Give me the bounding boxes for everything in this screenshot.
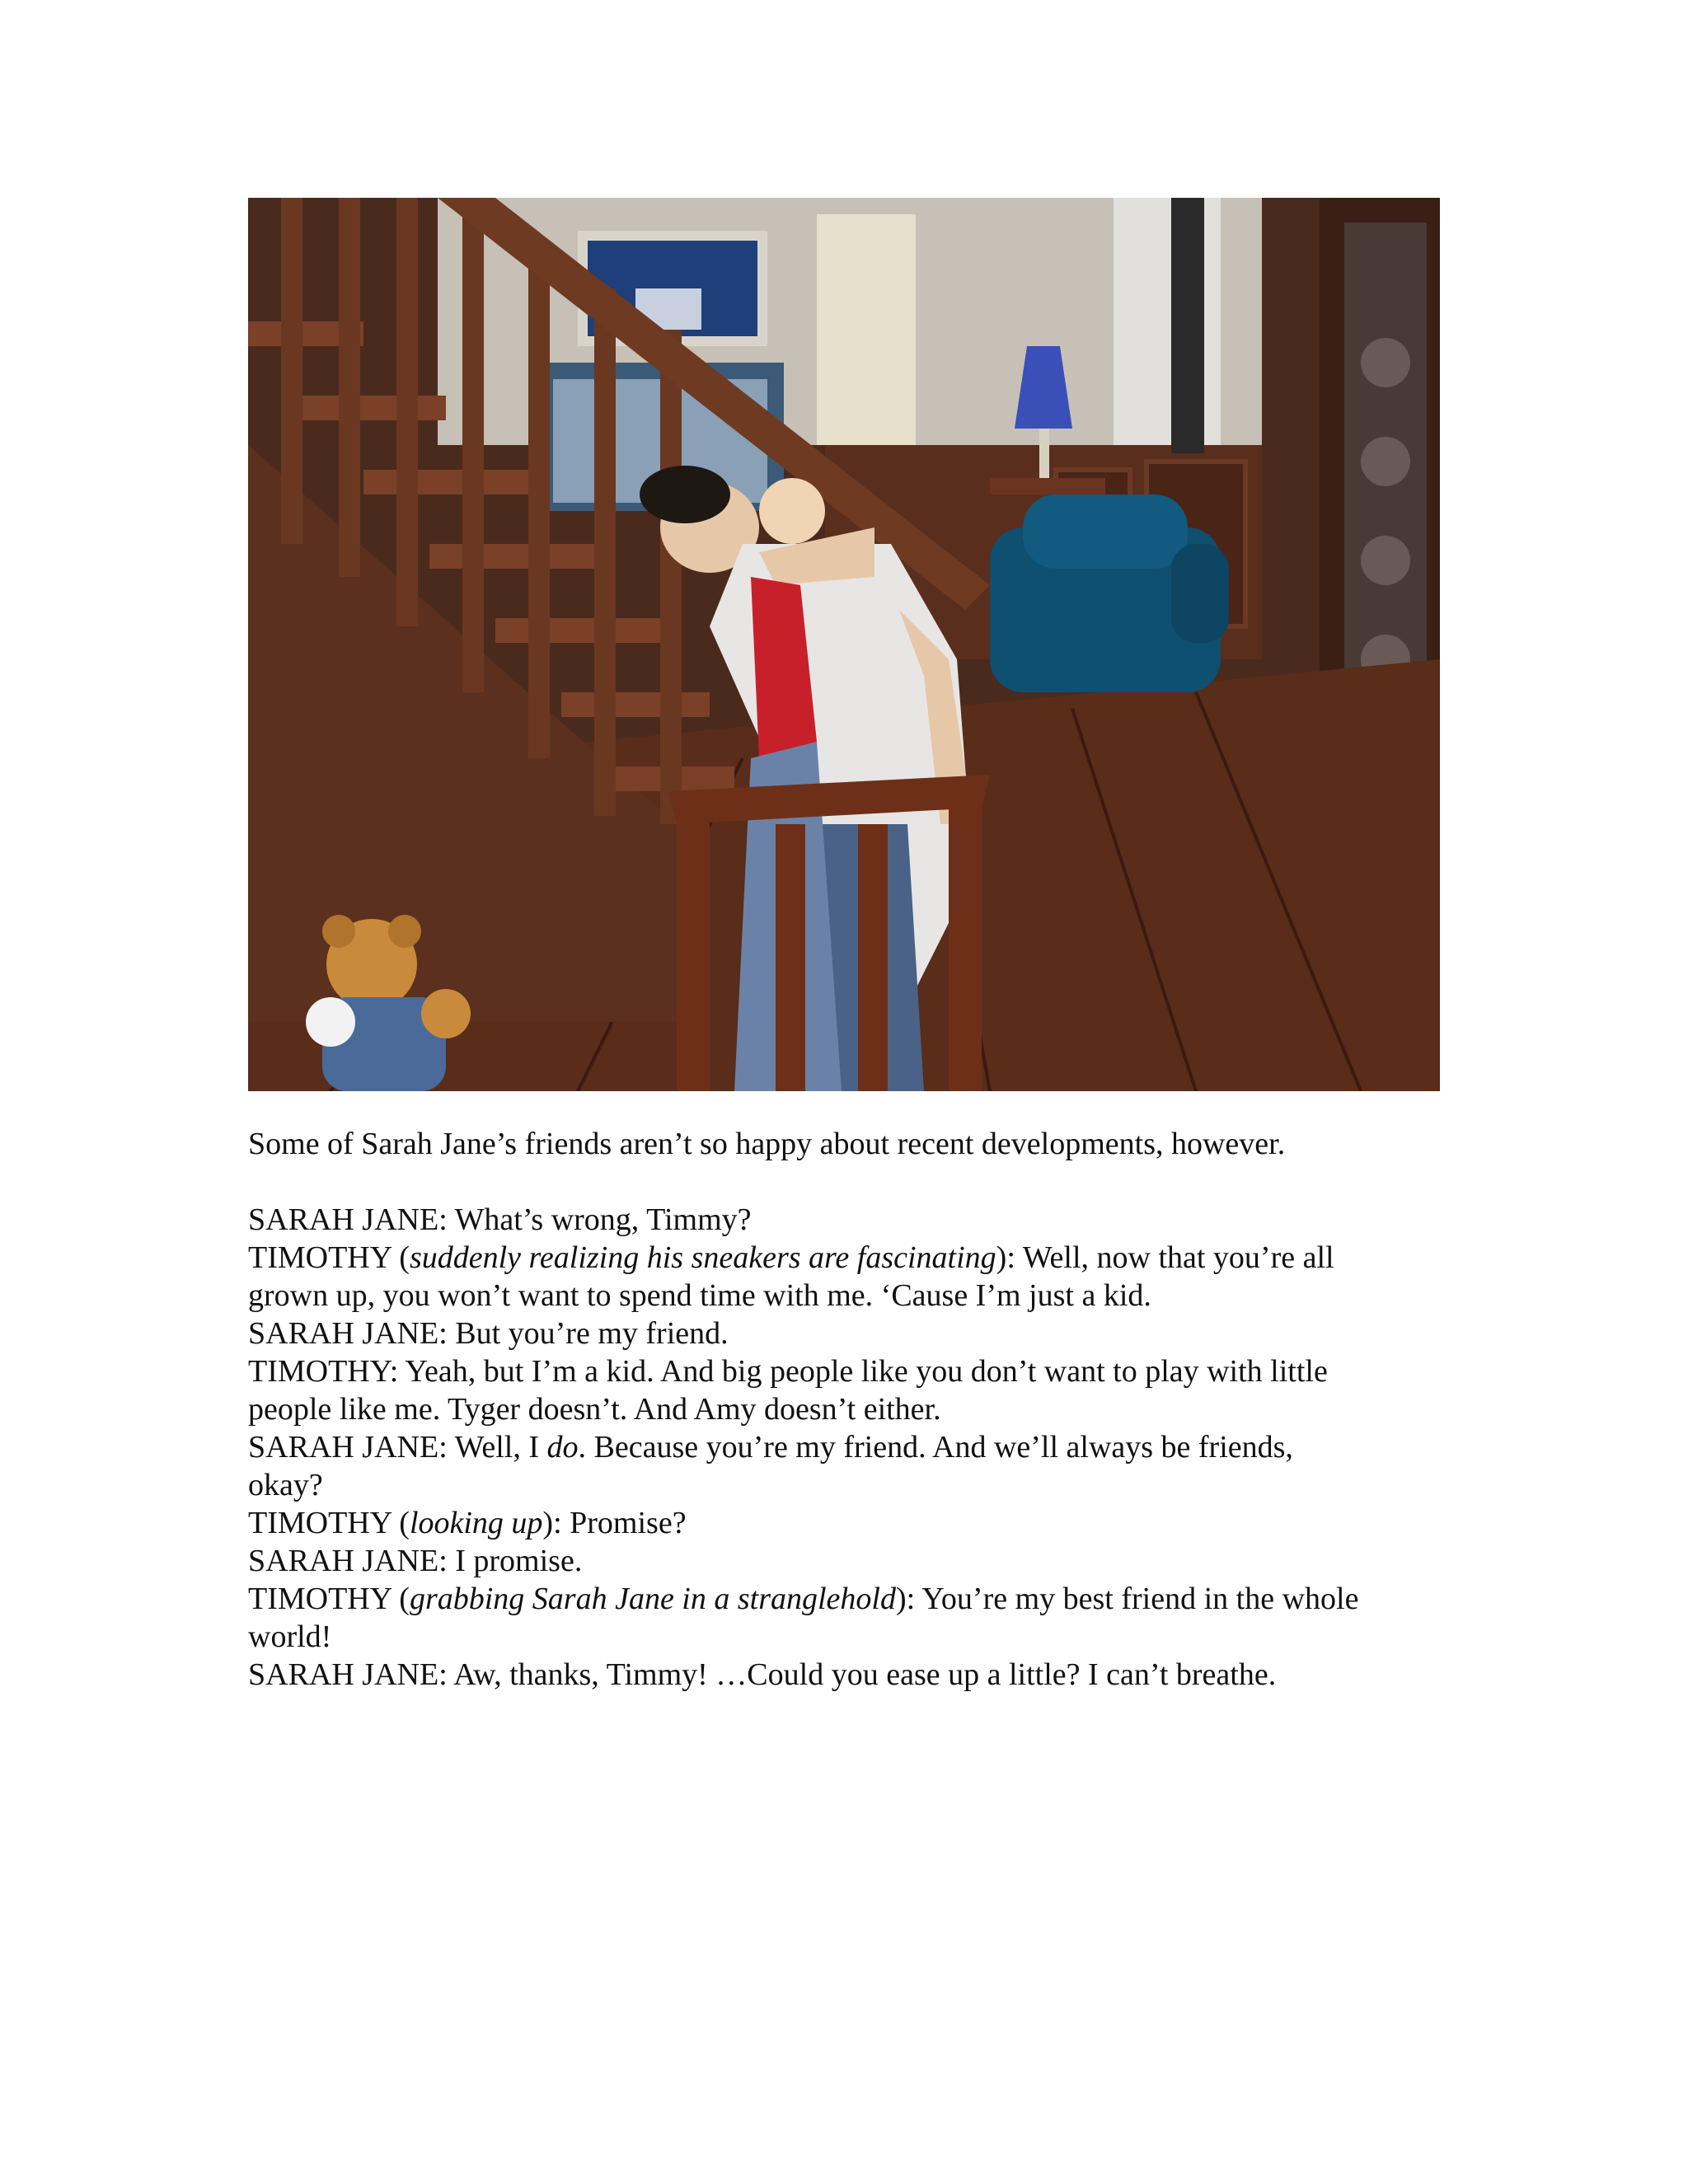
line-text: ): You’re my best friend in the whole: [895, 1582, 1359, 1616]
line-text: . Because you’re my friend. And we’ll always be friends,: [578, 1430, 1293, 1465]
dialogue-line: [248, 1390, 1451, 1428]
dialogue-line: [248, 1542, 1451, 1580]
line-text: TIMOTHY (: [248, 1506, 410, 1540]
dialogue-line: [248, 1580, 1451, 1618]
stage-direction: suddenly realizing his sneakers are fascinating: [409, 1240, 996, 1275]
dialogue-line: [248, 1618, 1451, 1656]
line-text: TIMOTHY (: [248, 1240, 410, 1275]
line-text: people like me. Tyger doesn’t. And Amy doesn’t either.: [248, 1392, 941, 1427]
scene-image: [248, 198, 1440, 1091]
scene-illustration: [248, 198, 1440, 1091]
line-text: TIMOTHY (: [248, 1582, 410, 1616]
dialogue: [248, 1201, 1451, 1694]
dialogue-line: [248, 1466, 1451, 1504]
stage-direction: do: [546, 1430, 579, 1465]
line-text: SARAH JANE: Aw, thanks, Timmy! …Could you ease up a little? I can’t breathe.: [248, 1657, 1277, 1692]
stage-direction: looking up: [409, 1506, 543, 1540]
line-text: ): Well, now that you’re all: [996, 1240, 1334, 1275]
script-text: [248, 1125, 1451, 1694]
dialogue-line: [248, 1352, 1451, 1390]
line-text: SARAH JANE: I promise.: [248, 1544, 583, 1578]
line-text: world!: [248, 1619, 332, 1654]
line-text: SARAH JANE: Well, I: [248, 1430, 547, 1465]
line-text: SARAH JANE: But you’re my friend.: [248, 1316, 729, 1351]
dialogue-line: [248, 1504, 1451, 1542]
dialogue-line: [248, 1201, 1451, 1239]
dialogue-line: [248, 1428, 1451, 1466]
dialogue-line: [248, 1277, 1451, 1315]
line-text: TIMOTHY: Yeah, but I’m a kid. And big people like you don’t want to play with little: [248, 1354, 1328, 1389]
stage-direction: grabbing Sarah Jane in a stranglehold: [409, 1582, 896, 1616]
dialogue-line: [248, 1239, 1451, 1277]
line-text: SARAH JANE: What’s wrong, Timmy?: [248, 1202, 752, 1237]
dialogue-line: [248, 1315, 1451, 1352]
line-text: grown up, you won’t want to spend time with me. ‘Cause I’m just a kid.: [248, 1278, 1151, 1313]
narration: Some of Sarah Jane’s friends aren’t so happy about recent developments, however.: [248, 1127, 1286, 1161]
line-text: okay?: [248, 1468, 323, 1502]
line-text: ): Promise?: [542, 1506, 687, 1540]
dialogue-line: [248, 1656, 1451, 1694]
